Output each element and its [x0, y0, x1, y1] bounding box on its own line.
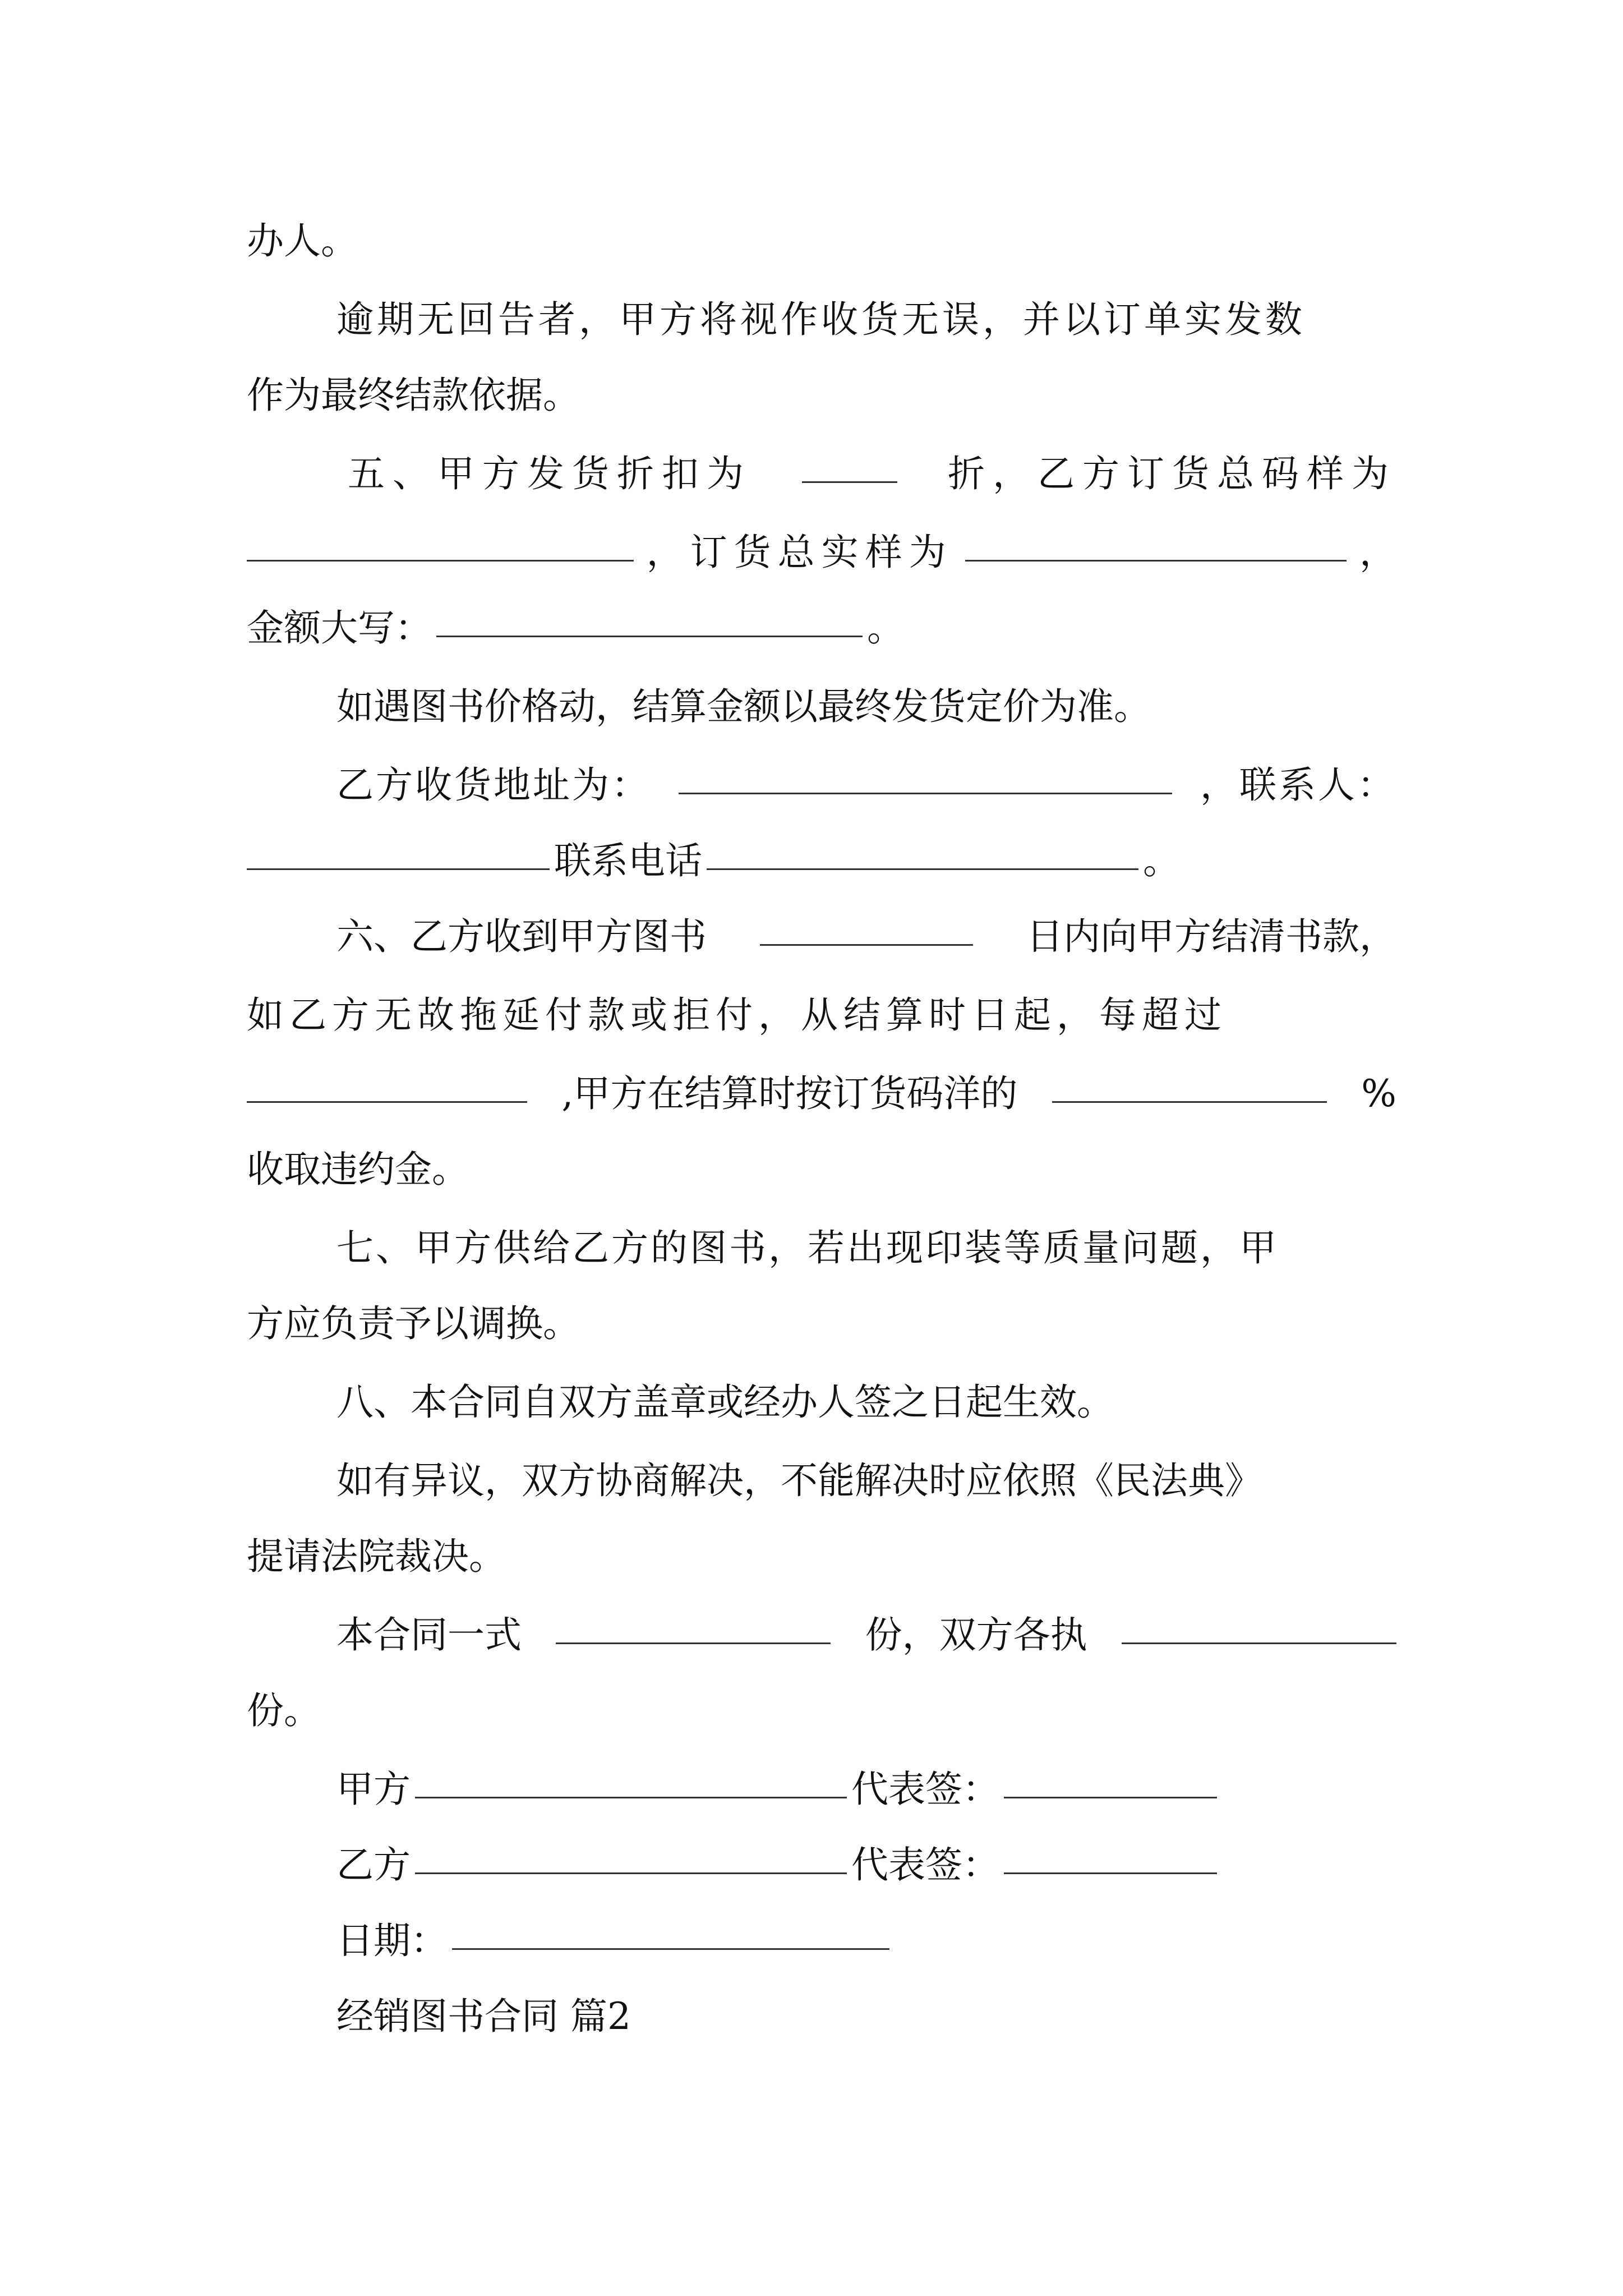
- text: 方应负责予以调换。: [247, 1302, 580, 1345]
- phone-blank[interactable]: [707, 831, 1138, 870]
- each-copies-blank[interactable]: [1122, 1605, 1396, 1644]
- party-a-rep-label: 代表签：: [851, 1768, 999, 1811]
- signature-line-party-a: [336, 1750, 1396, 1829]
- text: 份，双方各执: [865, 1613, 1087, 1657]
- text: 七、甲方供给乙方的图书，若出现印装等质量问题，甲: [336, 1226, 1279, 1269]
- text: 本合同一式: [336, 1613, 522, 1657]
- text: 八、本合同自双方盖章或经办人签之日起生效。: [336, 1381, 1114, 1424]
- paragraph-line: [348, 435, 1396, 513]
- date-line: [336, 1902, 1396, 1980]
- total-code-blank[interactable]: [247, 523, 634, 562]
- text: 折，乙方订货总码样为: [948, 452, 1396, 495]
- text: 六、乙方收到甲方图书: [336, 915, 707, 958]
- address-blank[interactable]: [679, 756, 1172, 794]
- party-a-blank[interactable]: [415, 1760, 847, 1798]
- date-label: 日期：: [336, 1919, 448, 1962]
- paragraph-line: [336, 746, 1396, 825]
- text: 联系电话: [554, 839, 702, 882]
- text: 日内向甲方结清书款，: [1026, 915, 1396, 958]
- heading-text: 经销图书合同 篇2: [336, 1995, 631, 2038]
- contact-blank[interactable]: [247, 831, 550, 870]
- paragraph-line: [247, 822, 1396, 900]
- total-actual-blank[interactable]: [965, 523, 1347, 562]
- paragraph-line: [247, 1285, 1396, 1363]
- text: 金额大写：: [247, 606, 432, 650]
- text: 。: [1143, 839, 1180, 882]
- text: %: [1361, 1072, 1396, 1115]
- paragraph-line: [247, 589, 1396, 668]
- text: ,甲方在结算时按订货码洋的: [561, 1072, 1018, 1115]
- paragraph-line: [336, 668, 1396, 746]
- paragraph-line: [247, 1055, 1396, 1133]
- paragraph-line: [247, 356, 1396, 435]
- signature-line-party-b: [336, 1826, 1396, 1904]
- paragraph-line: [336, 898, 1396, 976]
- discount-blank[interactable]: [802, 444, 897, 483]
- paragraph-line: [336, 1209, 1396, 1287]
- text: 如遇图书价格动，结算金额以最终发货定价为准。: [336, 685, 1151, 728]
- copies-blank[interactable]: [556, 1605, 831, 1644]
- text: 如有异议，双方协商解决，不能解决时应依照《民法典》: [336, 1459, 1262, 1502]
- paragraph-line: [247, 976, 1396, 1055]
- paragraph-line: [336, 1363, 1396, 1442]
- days-blank[interactable]: [760, 907, 973, 946]
- text: 作为最终结款依据。: [247, 374, 580, 417]
- paragraph-line: [336, 280, 1396, 359]
- overdue-blank[interactable]: [247, 1064, 527, 1103]
- paragraph-line: [247, 513, 1396, 592]
- party-b-rep-label: 代表签：: [851, 1843, 999, 1887]
- text: 提请法院裁决。: [247, 1535, 506, 1578]
- text: 。: [867, 606, 904, 650]
- date-blank[interactable]: [452, 1911, 889, 1950]
- paragraph-line: [247, 202, 1396, 280]
- amount-blank[interactable]: [436, 599, 863, 637]
- percent-blank[interactable]: [1052, 1064, 1327, 1103]
- text: 逾期无回告者，甲方将视作收货无误，并以订单实发数: [336, 298, 1306, 341]
- paragraph-line: [247, 1517, 1396, 1596]
- text: ，: [1359, 531, 1396, 574]
- text: 办人。: [247, 219, 358, 263]
- text: ，联系人：: [1200, 763, 1396, 807]
- paragraph-line: [247, 1130, 1396, 1209]
- paragraph-line: [336, 1442, 1396, 1520]
- party-a-rep-blank[interactable]: [1004, 1760, 1217, 1798]
- paragraph-line: [336, 1596, 1396, 1674]
- section-heading: [336, 1977, 1396, 2056]
- text: ，订货总实样为: [646, 531, 953, 574]
- text: 份。: [247, 1689, 321, 1732]
- party-a-label: 甲方: [336, 1768, 411, 1811]
- party-b-blank[interactable]: [415, 1835, 847, 1874]
- text: 五、甲方发货折扣为: [348, 452, 751, 495]
- text: 乙方收货地址为：: [336, 763, 651, 807]
- party-b-label: 乙方: [336, 1843, 411, 1887]
- text: 收取违约金。: [247, 1148, 469, 1191]
- paragraph-line: [247, 1672, 1396, 1750]
- text: 如乙方无故拖延付款或拒付，从结算时日起，每超过: [247, 993, 1227, 1037]
- party-b-rep-blank[interactable]: [1004, 1835, 1217, 1874]
